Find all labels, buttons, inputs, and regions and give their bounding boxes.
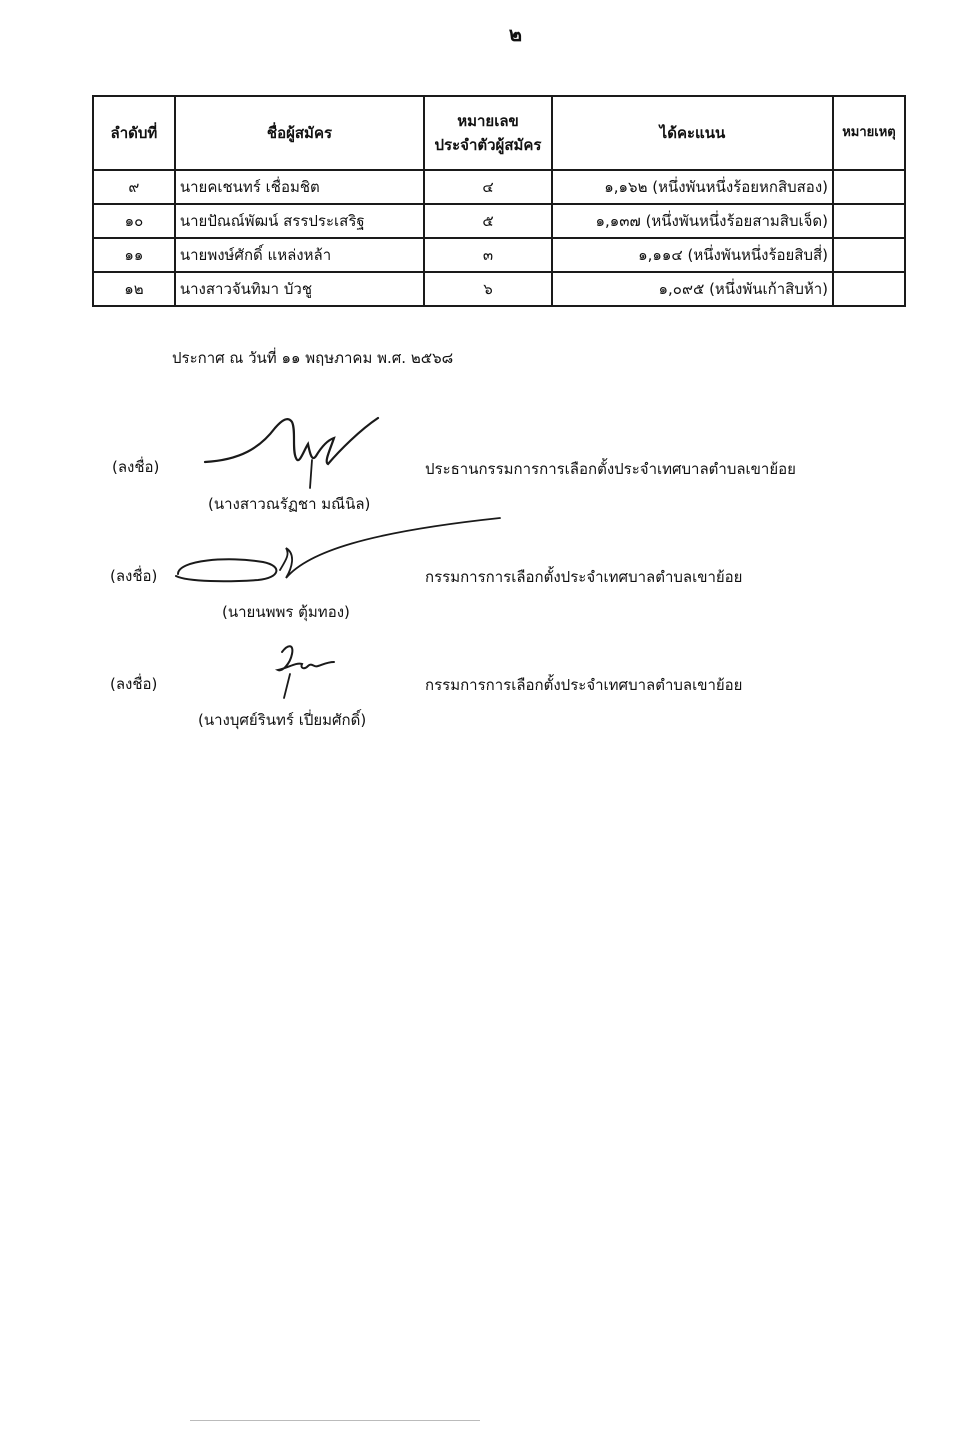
header-score: ได้คะแนน bbox=[552, 96, 833, 170]
header-no: ลำดับที่ bbox=[93, 96, 175, 170]
row-no: ๑๐ bbox=[93, 204, 175, 238]
row-score: ๑,๐๙๕ (หนึ่งพันเก้าสิบห้า) bbox=[552, 272, 833, 306]
signature-label: (ลงชื่อ) bbox=[110, 675, 158, 693]
row-candidate-id: ๕ bbox=[424, 204, 552, 238]
row-name: นายพงษ์ศักดิ์ แหล่งหล้า bbox=[175, 238, 424, 272]
header-name: ชื่อผู้สมัคร bbox=[175, 96, 424, 170]
row-score: ๑,๑๓๗ (หนึ่งพันหนึ่งร้อยสามสิบเจ็ด) bbox=[552, 204, 833, 238]
row-no: ๑๒ bbox=[93, 272, 175, 306]
row-candidate-id: ๖ bbox=[424, 272, 552, 306]
row-note bbox=[833, 170, 905, 204]
table-row bbox=[93, 170, 905, 204]
header-note: หมายเหตุ bbox=[833, 96, 905, 170]
table-row bbox=[93, 238, 905, 272]
header-id-line1: หมายเลข bbox=[457, 112, 519, 130]
row-name: นายปัณณ์พัฒน์ สรรประเสริฐ bbox=[175, 204, 424, 238]
signer-name: (นางสาวณรัฏชา มณีนิล) bbox=[208, 495, 371, 513]
signature-label: (ลงชื่อ) bbox=[112, 458, 160, 476]
row-name: นางสาวจันทิมา บัวชู bbox=[175, 272, 424, 306]
signature-1 bbox=[200, 410, 390, 500]
table-row bbox=[93, 204, 905, 238]
signature-3 bbox=[268, 638, 348, 704]
row-no: ๙ bbox=[93, 170, 175, 204]
signer-role: กรรมการการเลือกตั้งประจำเทศบาลตำบลเขาย้อย bbox=[425, 568, 743, 586]
results-table bbox=[92, 95, 906, 307]
row-note bbox=[833, 238, 905, 272]
table-row bbox=[93, 272, 905, 306]
signer-role: กรรมการการเลือกตั้งประจำเทศบาลตำบลเขาย้อย bbox=[425, 676, 743, 694]
signer-name: (นางบุศย์รินทร์ เปี่ยมศักดิ์) bbox=[198, 711, 367, 729]
row-score: ๑,๑๑๔ (หนึ่งพันหนึ่งร้อยสิบสี่) bbox=[552, 238, 833, 272]
row-note bbox=[833, 204, 905, 238]
row-candidate-id: ๔ bbox=[424, 170, 552, 204]
signer-role: ประธานกรรมการการเลือกตั้งประจำเทศบาลตำบลเขาย้อย bbox=[425, 460, 796, 478]
row-candidate-id: ๓ bbox=[424, 238, 552, 272]
row-note bbox=[833, 272, 905, 306]
table-header-row bbox=[93, 96, 905, 170]
row-score: ๑,๑๖๒ (หนึ่งพันหนึ่งร้อยหกสิบสอง) bbox=[552, 170, 833, 204]
page-number: ๒ bbox=[508, 22, 523, 46]
announcement-date: ประกาศ ณ วันที่ ๑๑ พฤษภาคม พ.ศ. ๒๕๖๘ bbox=[172, 349, 454, 367]
footer-divider bbox=[190, 1420, 480, 1421]
signer-name: (นายนพพร ตุ้มทอง) bbox=[222, 603, 350, 621]
header-id-line2: ประจำตัวผู้สมัคร bbox=[434, 136, 542, 154]
row-name: นายคเชนทร์ เชื่อมชิต bbox=[175, 170, 424, 204]
signature-label: (ลงชื่อ) bbox=[110, 567, 158, 585]
header-candidate-id bbox=[424, 96, 552, 170]
row-no: ๑๑ bbox=[93, 238, 175, 272]
